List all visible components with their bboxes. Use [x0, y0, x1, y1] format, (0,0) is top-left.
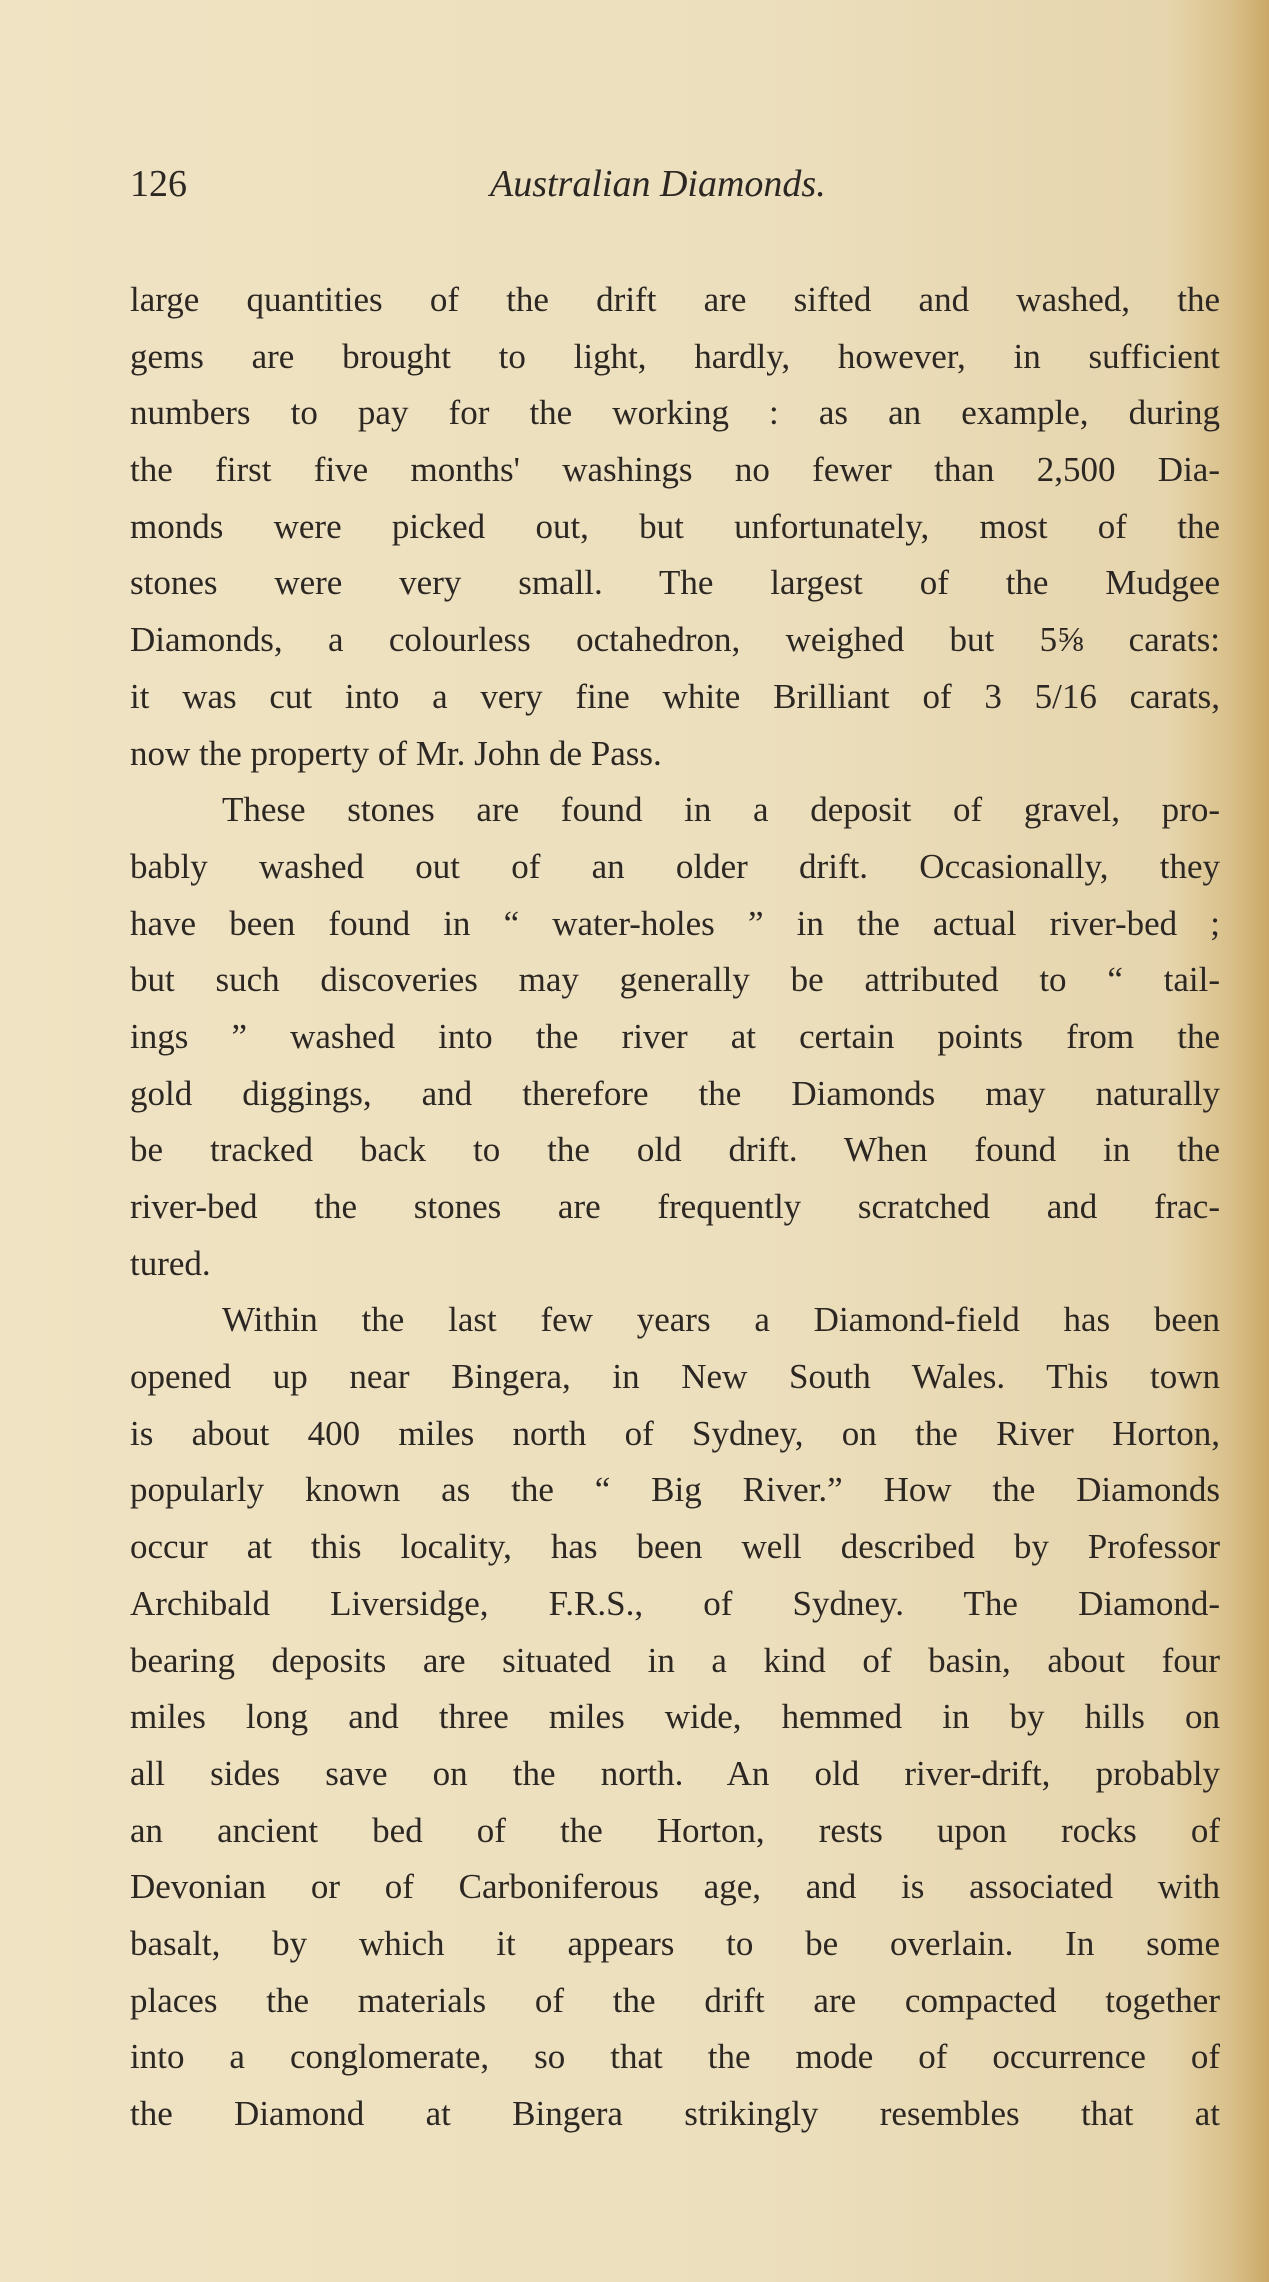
text-line: numbers to pay for the working : as an example, during	[130, 393, 1220, 433]
text-line: These stones are found in a deposit of gravel, pro-	[222, 790, 1220, 830]
text-line: places the materials of the drift are compacted together	[130, 1980, 1220, 2020]
text-line: ings ” washed into the river at certain points from the	[130, 1016, 1220, 1056]
text-line: bably washed out of an older drift. Occasionally, they	[130, 846, 1220, 886]
text-line: is about 400 miles north of Sydney, on the River Horton,	[130, 1413, 1220, 1453]
running-title: Australian Diamonds.	[490, 163, 826, 205]
body-text	[130, 272, 1220, 2143]
text-line: Archibald Liversidge, F.R.S., of Sydney. The Diamond-	[130, 1583, 1220, 1623]
text-line: be tracked back to the old drift. When found in the	[130, 1130, 1220, 1170]
text-line: river-bed the stones are frequently scratched and frac-	[130, 1187, 1220, 1226]
text-line: miles long and three miles wide, hemmed in by hills on	[130, 1697, 1220, 1737]
text-line: bearing deposits are situated in a kind of basin, about four	[130, 1640, 1220, 1680]
text-line: gold diggings, and therefore the Diamonds may naturally	[130, 1073, 1220, 1113]
text-line: popularly known as the “ Big River.” How the Diamonds	[130, 1470, 1220, 1510]
text-line: have been found in “ water-holes ” in the actual river-bed ;	[130, 903, 1220, 943]
page-header	[130, 162, 1220, 232]
text-line: the first five months' washings no fewer than 2,500 Dia-	[130, 450, 1220, 490]
text-line: basalt, by which it appears to be overlain. In some	[130, 1923, 1220, 1963]
text-line: all sides save on the north. An old river-drift, probably	[130, 1753, 1220, 1793]
text-line: the Diamond at Bingera strikingly resembles that at	[130, 2094, 1220, 2133]
text-line: tured.	[130, 1243, 211, 1283]
text-line: Diamonds, a colourless octahedron, weighed but 5⅝ carats:	[130, 620, 1220, 660]
text-line: into a conglomerate, so that the mode of occurrence of	[130, 2037, 1220, 2077]
text-line: but such discoveries may generally be attributed to “ tail-	[130, 960, 1220, 1000]
text-line: Within the last few years a Diamond-field has been	[222, 1300, 1220, 1340]
text-line: opened up near Bingera, in New South Wales. This town	[130, 1357, 1220, 1397]
text-line: it was cut into a very fine white Brilliant of 3 5/16 carats,	[130, 676, 1220, 716]
text-line: gems are brought to light, hardly, however, in sufficient	[130, 336, 1220, 376]
text-line: monds were picked out, but unfortunately, most of the	[130, 506, 1220, 546]
text-line: an ancient bed of the Horton, rests upon rocks of	[130, 1810, 1220, 1850]
text-line: stones were very small. The largest of the Mudgee	[130, 563, 1220, 603]
text-line: Devonian or of Carboniferous age, and is associated with	[130, 1867, 1220, 1907]
text-line: large quantities of the drift are sifted and washed, the	[130, 280, 1220, 319]
page-number: 126	[130, 163, 187, 205]
text-line: now the property of Mr. John de Pass.	[130, 733, 662, 773]
text-line: occur at this locality, has been well described by Professor	[130, 1527, 1220, 1567]
